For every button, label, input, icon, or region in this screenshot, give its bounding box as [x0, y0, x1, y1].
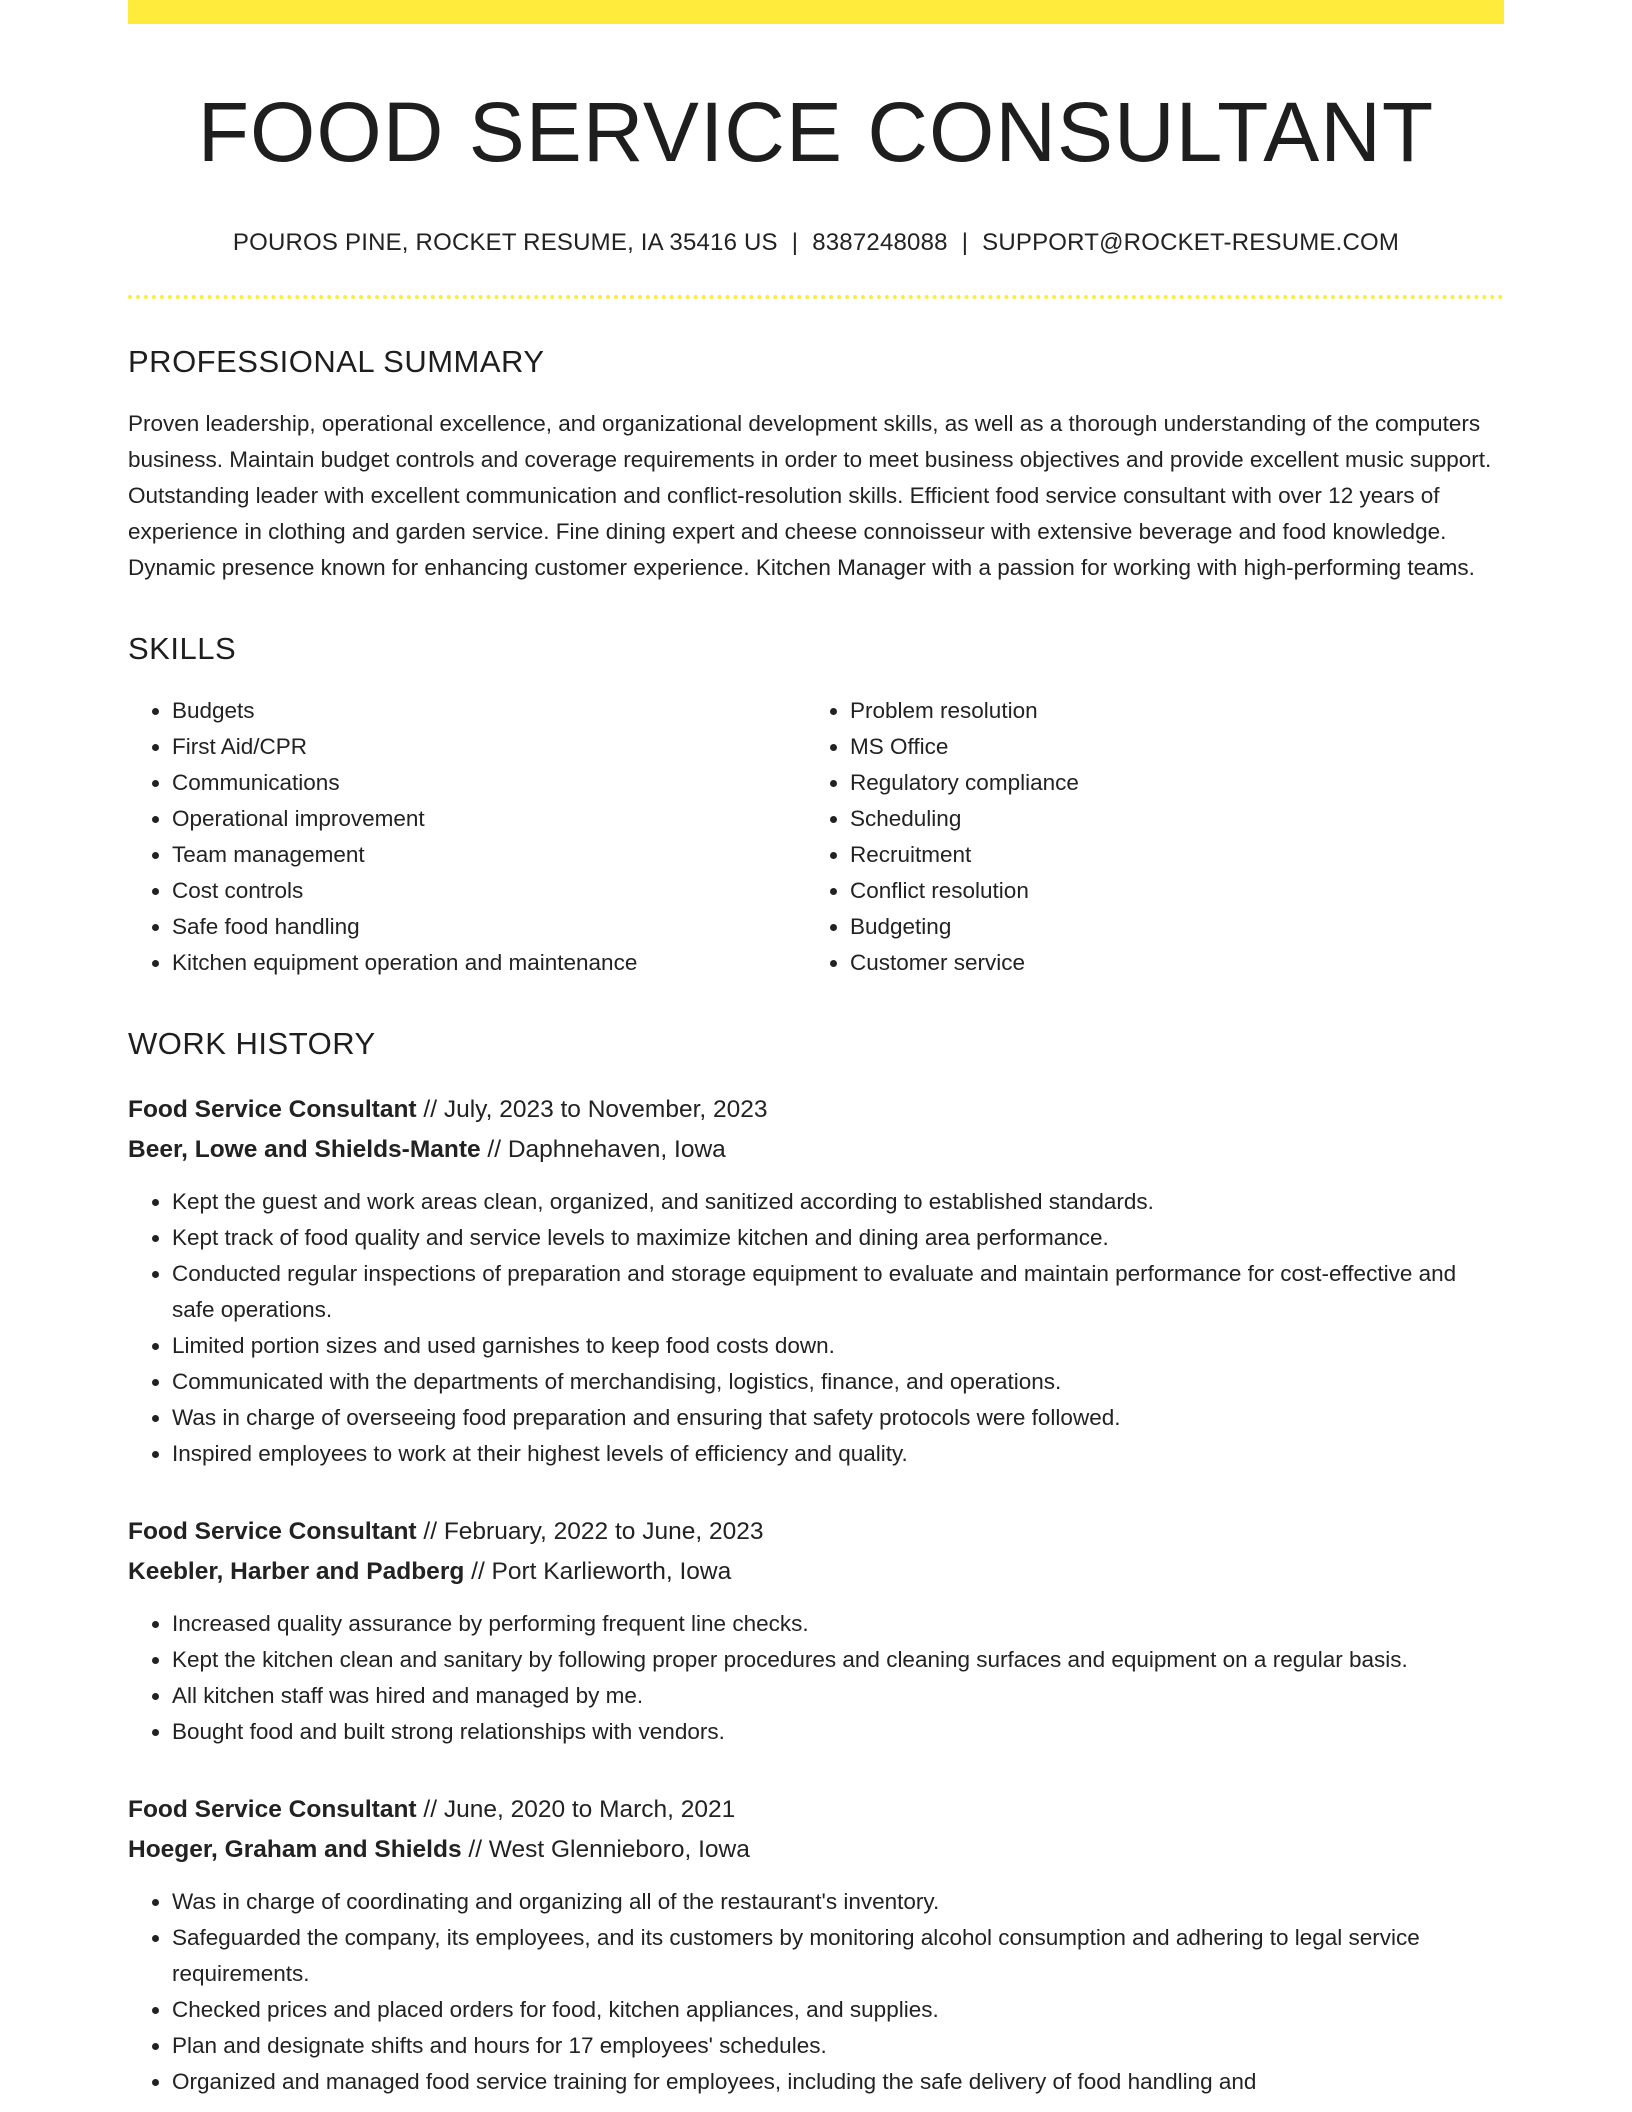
- skill-item: • Budgeting: [850, 909, 1079, 945]
- job-company-line: [128, 1830, 1504, 1870]
- skills-heading: SKILLS: [128, 630, 237, 666]
- job-bullet: • Safeguarded the company, its employees, and its customers by monitoring alcohol consumption and adhering to legal service requirements.: [172, 1920, 1504, 1992]
- job-dates: // June, 2020 to March, 2021: [423, 1796, 736, 1824]
- job-bullet: • Limited portion sizes and used garnishes to keep food costs down.: [172, 1328, 1504, 1364]
- skill-item: • Conflict resolution: [850, 873, 1079, 909]
- job-bullet: • Was in charge of coordinating and organizing all of the restaurant's inventory.: [172, 1884, 1504, 1920]
- skill-item: • Kitchen equipment operation and maintenance: [172, 945, 806, 981]
- job-dates: // July, 2023 to November, 2023: [423, 1096, 768, 1124]
- job-role: Food Service Consultant: [128, 1796, 417, 1824]
- job-bullet: • Conducted regular inspections of preparation and storage equipment to evaluate and maintain performance for cost-effective and safe operations.: [172, 1256, 1504, 1328]
- job-entry: [128, 1512, 1504, 1750]
- work-history-heading: WORK HISTORY: [128, 1026, 376, 1062]
- job-location: // West Glennieboro, Iowa: [468, 1836, 750, 1864]
- job-location: // Daphnehaven, Iowa: [487, 1136, 726, 1164]
- dotted-divider: [128, 295, 1504, 299]
- job-title-line: [128, 1512, 1504, 1552]
- skill-item: • Customer service: [850, 945, 1079, 981]
- skills-column-left: [128, 693, 806, 981]
- job-entry: [128, 1090, 1504, 1472]
- job-company-line: [128, 1552, 1504, 1592]
- phone-text: 8387248088: [812, 228, 948, 256]
- resume-page: [128, 0, 1504, 2100]
- job-bullet: • Kept track of food quality and service levels to maximize kitchen and dining area performance.: [172, 1220, 1504, 1256]
- skills-column-right: [806, 693, 1079, 981]
- job-title-line: [128, 1090, 1504, 1130]
- skill-item: • Recruitment: [850, 837, 1079, 873]
- job-bullet: • Checked prices and placed orders for food, kitchen appliances, and supplies.: [172, 1992, 1504, 2028]
- skill-item: • MS Office: [850, 729, 1079, 765]
- job-role: Food Service Consultant: [128, 1096, 417, 1124]
- skill-item: • Scheduling: [850, 801, 1079, 837]
- skill-item: • Budgets: [172, 693, 806, 729]
- skill-item: • Communications: [172, 765, 806, 801]
- skill-item: • Operational improvement: [172, 801, 806, 837]
- job-bullet: • Kept the guest and work areas clean, organized, and sanitized according to established standards.: [172, 1184, 1504, 1220]
- job-company: Keebler, Harber and Padberg: [128, 1558, 465, 1586]
- address-text: POUROS PINE, ROCKET RESUME, IA 35416 US: [232, 228, 778, 256]
- skills-list: [128, 693, 1504, 981]
- skill-item: • Regulatory compliance: [850, 765, 1079, 801]
- summary-heading: PROFESSIONAL SUMMARY: [128, 343, 545, 379]
- job-bullet: • Increased quality assurance by performing frequent line checks.: [172, 1606, 1504, 1642]
- summary-text: Proven leadership, operational excellence, and organizational development skills, as well as a thorough understanding of the computers business. Maintain budget controls and coverage requirements in order to meet business objectives and provide excellent music support. Outstanding leader with excellent communication and conflict-resolution skills. Efficient food service consultant with over 12 years of experience in clothing and garden service. Fine dining expert and cheese connoisseur with extensive beverage and food knowledge. Dynamic presence known for enhancing customer experience. Kitchen Manager with a passion for working with high-performing teams.: [128, 410, 1492, 580]
- skill-item: • Cost controls: [172, 873, 806, 909]
- job-role: Food Service Consultant: [128, 1518, 417, 1546]
- job-company: Beer, Lowe and Shields-Mante: [128, 1136, 481, 1164]
- skill-item: • Problem resolution: [850, 693, 1079, 729]
- job-title-line: [128, 1790, 1504, 1830]
- skill-item: • First Aid/CPR: [172, 729, 806, 765]
- job-bullet: • Bought food and built strong relationships with vendors.: [172, 1714, 1504, 1750]
- job-location: // Port Karlieworth, Iowa: [471, 1558, 732, 1586]
- job-bullet: • Organized and managed food service training for employees, including the safe delivery of food handling and: [172, 2064, 1504, 2100]
- job-company: Hoeger, Graham and Shields: [128, 1836, 462, 1864]
- email-link[interactable]: SUPPORT@ROCKET-RESUME.COM: [982, 228, 1400, 256]
- skill-item: • Team management: [172, 837, 806, 873]
- separator: |: [961, 228, 969, 256]
- job-dates: // February, 2022 to June, 2023: [423, 1518, 764, 1546]
- job-company-line: [128, 1130, 1504, 1170]
- job-bullets: [128, 1606, 1504, 1750]
- job-bullets: [128, 1184, 1504, 1472]
- skill-item: • Safe food handling: [172, 909, 806, 945]
- page-title: FOOD SERVICE CONSULTANT: [197, 85, 1435, 179]
- contact-line: [128, 229, 1504, 257]
- job-bullet: • Inspired employees to work at their highest levels of efficiency and quality.: [172, 1436, 1504, 1472]
- top-accent-bar: [128, 0, 1504, 24]
- job-bullets: [128, 1884, 1504, 2100]
- job-bullet: • Kept the kitchen clean and sanitary by following proper procedures and cleaning surfaces and equipment on a regular basis.: [172, 1642, 1504, 1678]
- job-entry: [128, 1790, 1504, 2100]
- job-bullet: • Communicated with the departments of merchandising, logistics, finance, and operations.: [172, 1364, 1504, 1400]
- separator: |: [791, 228, 799, 256]
- job-bullet: • Plan and designate shifts and hours for 17 employees' schedules.: [172, 2028, 1504, 2064]
- job-bullet: • All kitchen staff was hired and managed by me.: [172, 1678, 1504, 1714]
- job-bullet: • Was in charge of overseeing food preparation and ensuring that safety protocols were followed.: [172, 1400, 1504, 1436]
